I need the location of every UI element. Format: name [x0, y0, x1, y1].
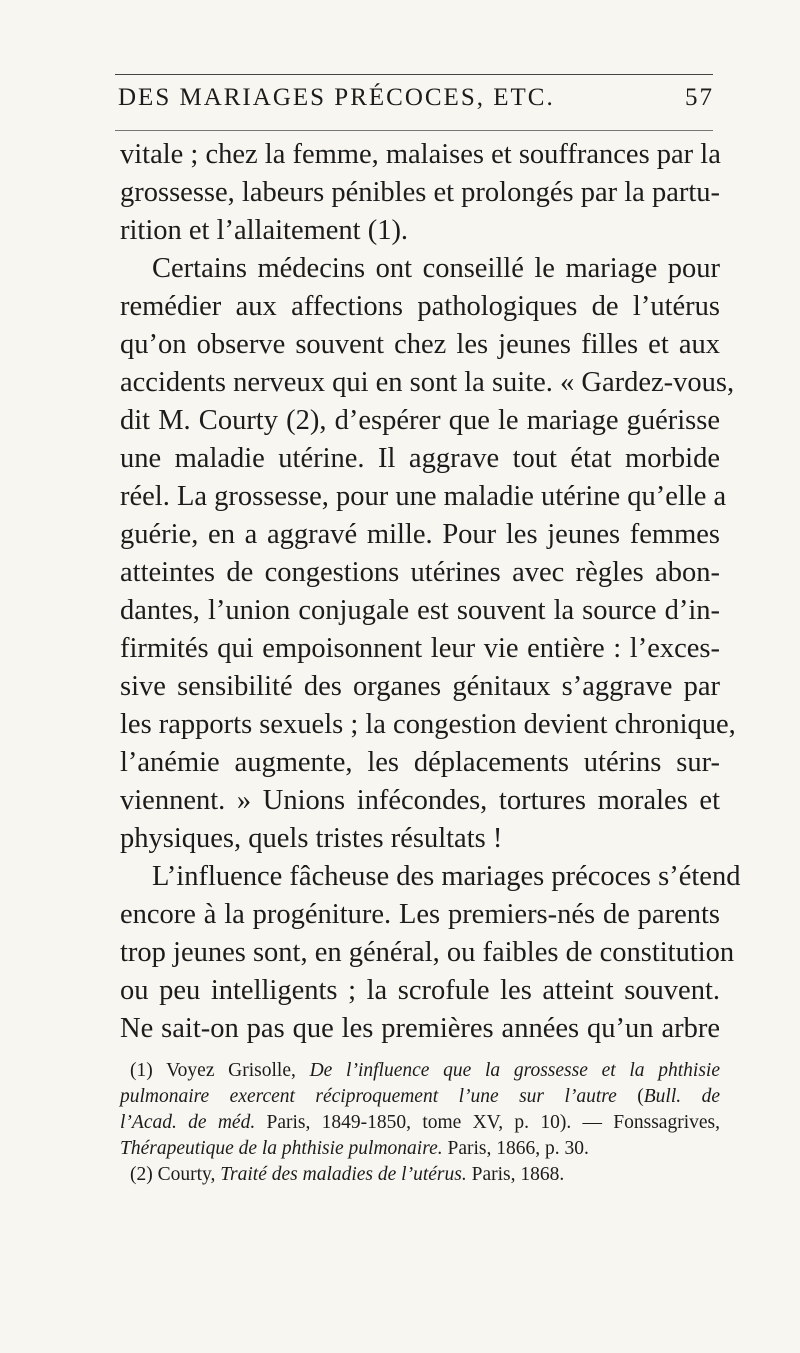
- text-line: réel. La grossesse, pour une maladie utérine qu’elle a: [120, 481, 727, 512]
- text-line: une maladie utérine. Il aggrave tout état morbide: [120, 443, 720, 474]
- text-line: dantes, l’union conjugale est souvent la source d’in-: [120, 595, 720, 626]
- footnote-title: pulmonaire exercent réciproquement l’une sur l’autre: [120, 1086, 617, 1107]
- running-title: DES MARIAGES PRÉCOCES, ETC.: [118, 84, 555, 111]
- footnote-journal: Bull. de: [643, 1086, 720, 1107]
- text-line: les rapports sexuels ; la congestion devient chronique,: [120, 709, 736, 740]
- text-line: Certains médecins ont conseillé le mariage pour: [152, 253, 720, 284]
- footnote-text: Paris, 1849-1850, tome XV, p. 10). — Fonssagrives,: [255, 1112, 720, 1133]
- footnote-title: Traité des maladies de l’utérus.: [220, 1164, 467, 1185]
- text-line: encore à la progéniture. Les premiers-nés de parents: [120, 899, 720, 930]
- text-line: atteintes de congestions utérines avec règles abon-: [120, 557, 720, 588]
- text-line: firmités qui empoisonnent leur vie entière : l’exces-: [120, 633, 720, 664]
- footnote-2-line: [130, 1162, 720, 1188]
- footnote-text: Paris, 1868.: [466, 1164, 565, 1185]
- footnote-journal: l’Acad. de méd.: [120, 1112, 256, 1133]
- text-line: dit M. Courty (2), d’espérer que le mariage guérisse: [120, 405, 720, 436]
- page-number: 57: [685, 84, 714, 111]
- text-line: grossesse, labeurs pénibles et prolongés par la partu-: [120, 177, 720, 208]
- header-rule-bottom: [115, 130, 713, 131]
- footnote-title: Thérapeutique de la phthisie pulmonaire.: [120, 1138, 443, 1159]
- text-line: accidents nerveux qui en sont la suite. « Gardez-vous,: [120, 367, 735, 398]
- text-line: ou peu intelligents ; la scrofule les atteint souvent.: [120, 975, 720, 1006]
- footnote-text: Paris, 1866, p. 30.: [442, 1138, 589, 1159]
- footnote-text: (2) Courty,: [130, 1164, 221, 1185]
- footnote-text: (: [616, 1086, 644, 1107]
- footnote-1-line: [120, 1084, 720, 1110]
- running-header: [118, 84, 714, 120]
- footnote-title: De l’influence que la grossesse et la phthisie: [309, 1060, 720, 1081]
- text-line: Ne sait-on pas que les premières années qu’un arbre: [120, 1013, 720, 1044]
- footnote-1-line: [120, 1136, 720, 1162]
- text-line: viennent. » Unions infécondes, tortures morales et: [120, 785, 720, 816]
- text-line: L’influence fâcheuse des mariages précoces s’étend: [152, 861, 741, 892]
- footnote-1-line: [120, 1110, 720, 1136]
- text-line: guérie, en a aggravé mille. Pour les jeunes femmes: [120, 519, 720, 550]
- text-line: l’anémie augmente, les déplacements utérins sur-: [120, 747, 720, 778]
- text-line: vitale ; chez la femme, malaises et souffrances par la: [120, 139, 721, 170]
- text-line: physiques, quels tristes résultats !: [120, 823, 503, 854]
- text-line: rition et l’allaitement (1).: [120, 215, 409, 246]
- text-line: qu’on observe souvent chez les jeunes filles et aux: [120, 329, 720, 360]
- text-line: trop jeunes sont, en général, ou faibles de constitution: [120, 937, 735, 968]
- text-line: sive sensibilité des organes génitaux s’aggrave par: [120, 671, 720, 702]
- footnote-text: (1) Voyez Grisolle,: [130, 1060, 310, 1081]
- text-line: remédier aux affections pathologiques de l’utérus: [120, 291, 720, 322]
- header-rule-top: [115, 74, 713, 75]
- footnote-1-line: [130, 1058, 720, 1084]
